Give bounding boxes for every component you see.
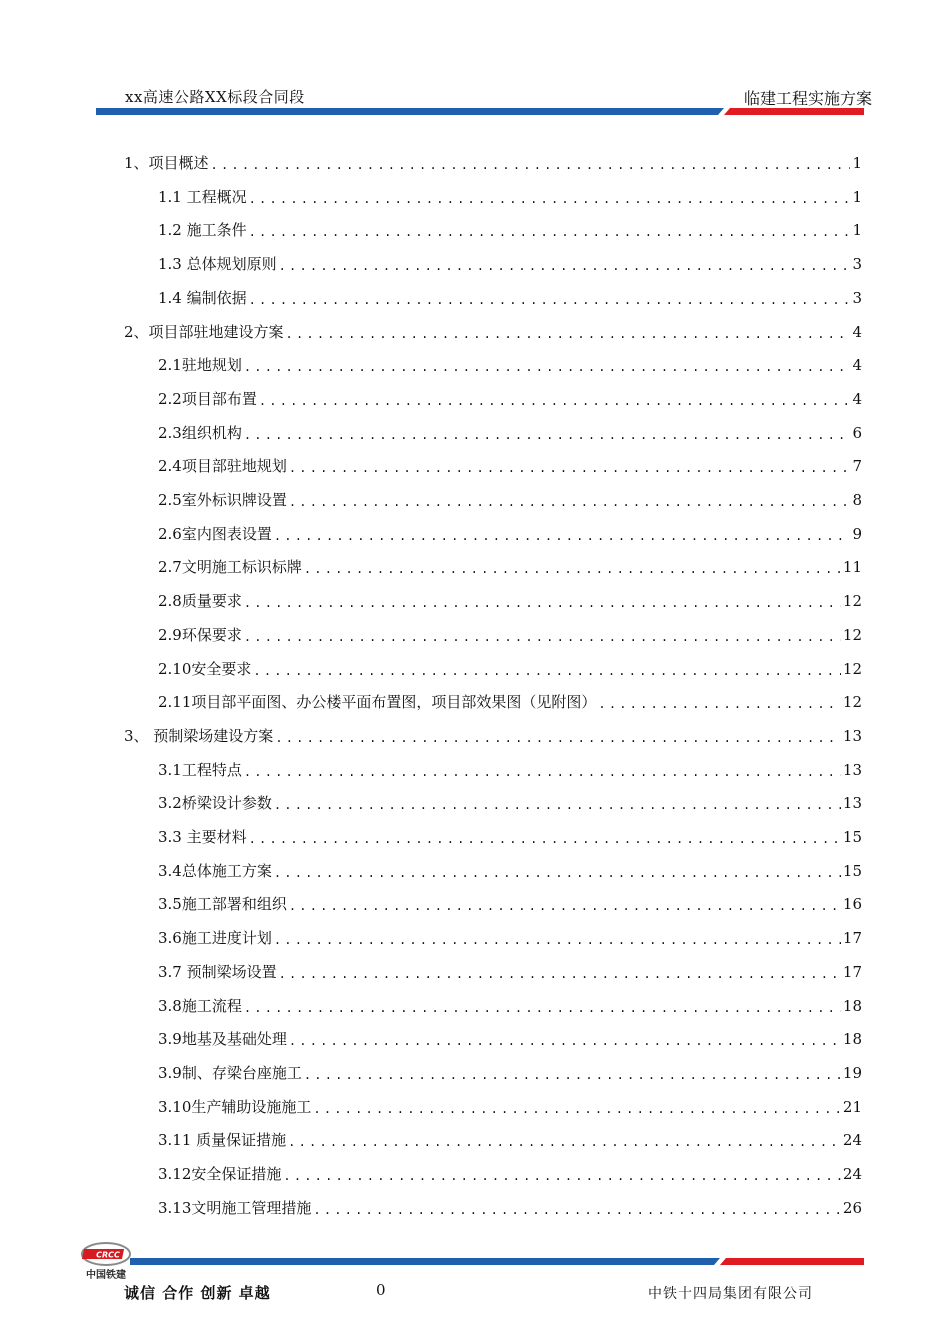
toc-entry-page: 1 xyxy=(852,154,862,172)
toc-leader-dots xyxy=(274,864,841,882)
toc-leader-dots xyxy=(249,190,851,208)
toc-entry-title: 2.4项目部驻地规划 xyxy=(158,457,287,476)
toc-leader-dots xyxy=(211,156,851,174)
footer-company-name: 中铁十四局集团有限公司 xyxy=(648,1286,813,1302)
toc-entry[interactable] xyxy=(158,489,862,511)
toc-entry[interactable] xyxy=(158,893,862,915)
toc-entry-title: 2.8质量要求 xyxy=(158,592,242,611)
toc-entry[interactable] xyxy=(158,860,862,882)
toc-leader-dots xyxy=(289,493,851,511)
toc-entry-page: 8 xyxy=(852,491,862,509)
toc-leader-dots xyxy=(249,830,841,848)
toc-entry-title: 3.9地基及基础处理 xyxy=(158,1030,287,1049)
toc-entry[interactable] xyxy=(124,321,862,343)
toc-leader-dots xyxy=(313,1201,841,1219)
toc-entry-page: 6 xyxy=(852,423,862,442)
toc-entry-page: 3 xyxy=(852,288,862,307)
toc-leader-dots xyxy=(253,662,841,680)
toc-leader-dots xyxy=(244,594,841,612)
toc-entry-title: 2.6室内图表设置 xyxy=(158,524,272,543)
toc-entry-page: 4 xyxy=(852,322,862,341)
toc-leader-dots xyxy=(286,325,851,343)
footer-slogan: 诚信 合作 创新 卓越 xyxy=(124,1284,271,1302)
toc-entry-title: 3、 预制梁场建设方案 xyxy=(124,726,274,745)
toc-entry-title: 2.5室外标识牌设置 xyxy=(158,491,287,509)
toc-entry-title: 2.1驻地规划 xyxy=(158,356,242,375)
toc-entry[interactable] xyxy=(158,523,862,545)
toc-leader-dots xyxy=(249,291,851,309)
toc-entry-title: 2.7文明施工标识标牌 xyxy=(158,558,302,577)
header-rule xyxy=(96,106,864,116)
toc-leader-dots xyxy=(244,358,851,376)
toc-entry-page: 13 xyxy=(842,726,862,745)
toc-leader-dots xyxy=(275,729,841,747)
toc-entry-title: 1.4 编制依据 xyxy=(158,288,247,307)
footer-page-number: 0 xyxy=(376,1281,386,1299)
toc-leader-dots xyxy=(244,999,841,1017)
toc-entry-title: 3.10生产辅助设施施工 xyxy=(158,1097,312,1116)
toc-entry[interactable] xyxy=(158,455,862,477)
toc-entry-page: 12 xyxy=(842,659,862,678)
toc-entry[interactable] xyxy=(158,624,862,646)
toc-leader-dots xyxy=(279,965,841,983)
toc-entry[interactable] xyxy=(158,792,862,814)
toc-entry-title: 1.2 施工条件 xyxy=(158,221,247,240)
toc-entry-page: 9 xyxy=(852,524,862,543)
toc-entry-title: 1.3 总体规划原则 xyxy=(158,255,277,274)
toc-entry[interactable] xyxy=(158,354,862,376)
toc-entry[interactable] xyxy=(158,1028,862,1050)
crcc-logo-icon xyxy=(78,1240,134,1284)
toc-entry[interactable] xyxy=(158,1062,862,1084)
toc-entry-title: 3.8施工流程 xyxy=(158,996,242,1015)
toc-entry-title: 1.1 工程概况 xyxy=(158,187,247,206)
toc-entry-title: 2.11项目部平面图、办公楼平面布置图，项目部效果图（见附图） xyxy=(158,693,597,712)
toc-entry-page: 21 xyxy=(842,1097,862,1116)
toc-leader-dots xyxy=(249,223,851,241)
toc-entry-page: 17 xyxy=(842,929,862,948)
toc-entry-title: 3.2桥梁设计参数 xyxy=(158,794,272,813)
toc-entry-title: 1、项目概述 xyxy=(124,154,209,172)
toc-entry-page: 24 xyxy=(842,1165,862,1183)
toc-entry-title: 3.1工程特点 xyxy=(158,760,242,779)
footer-rule xyxy=(130,1257,864,1267)
toc-entry[interactable] xyxy=(158,1197,862,1219)
toc-entry[interactable] xyxy=(158,1163,862,1185)
toc-leader-dots xyxy=(313,1100,841,1118)
toc-entry-title: 3.9制、存梁台座施工 xyxy=(158,1063,302,1082)
toc-entry-page: 24 xyxy=(842,1131,862,1150)
toc-entry[interactable] xyxy=(158,388,862,410)
toc-leader-dots xyxy=(289,459,851,477)
toc-entry-title: 3.5施工部署和组织 xyxy=(158,895,287,914)
toc-entry[interactable] xyxy=(124,725,862,747)
toc-entry[interactable] xyxy=(158,1096,862,1118)
toc-entry-page: 26 xyxy=(842,1198,862,1217)
toc-entry[interactable] xyxy=(158,826,862,848)
toc-leader-dots xyxy=(274,931,841,949)
logo-caption: 中国铁建 xyxy=(86,1270,126,1281)
toc-entry-page: 12 xyxy=(842,592,862,611)
toc-entry[interactable] xyxy=(158,287,862,309)
toc-entry[interactable] xyxy=(158,691,862,713)
toc-entry-page: 15 xyxy=(842,861,862,880)
toc-entry[interactable] xyxy=(158,995,862,1017)
toc-entry-title: 2.2项目部布置 xyxy=(158,389,257,408)
toc-entry[interactable] xyxy=(158,186,862,208)
toc-entry-title: 3.13文明施工管理措施 xyxy=(158,1198,312,1217)
toc-leader-dots xyxy=(289,1032,841,1050)
toc-entry-title: 2.10安全要求 xyxy=(158,659,252,678)
toc-entry-title: 3.3 主要材料 xyxy=(158,828,247,846)
toc-entry-title: 2.9环保要求 xyxy=(158,625,242,644)
toc-entry-page: 12 xyxy=(842,625,862,644)
toc-entry-page: 15 xyxy=(842,828,862,846)
toc-entry[interactable] xyxy=(158,927,862,949)
toc-entry-page: 4 xyxy=(852,356,862,375)
toc-entry-page: 13 xyxy=(842,794,862,813)
toc-entry-title: 3.7 预制梁场设置 xyxy=(158,962,277,981)
toc-leader-dots xyxy=(274,527,851,545)
toc-leader-dots xyxy=(244,763,841,781)
toc-entry[interactable] xyxy=(158,590,862,612)
toc-leader-dots xyxy=(259,392,851,410)
toc-entry[interactable] xyxy=(158,219,862,241)
toc-entry-page: 12 xyxy=(842,693,862,712)
toc-entry-page: 13 xyxy=(842,760,862,779)
toc-entry-title: 3.11 质量保证措施 xyxy=(158,1131,287,1150)
toc-entry-page: 16 xyxy=(842,895,862,914)
toc-entry[interactable] xyxy=(158,253,862,275)
toc-leader-dots xyxy=(289,897,841,915)
toc-entry-page: 1 xyxy=(852,187,862,206)
toc-leader-dots xyxy=(274,796,841,814)
toc-entry-title: 2、项目部驻地建设方案 xyxy=(124,322,284,341)
toc-entry-page: 7 xyxy=(852,457,862,476)
toc-leader-dots xyxy=(304,1066,841,1084)
toc-entry[interactable] xyxy=(124,152,862,174)
logo-text: CRCC xyxy=(96,1250,120,1260)
toc-entry-page: 3 xyxy=(852,255,862,274)
toc-entry[interactable] xyxy=(158,422,862,444)
toc-leader-dots xyxy=(304,560,841,578)
header-document-title: 临建工程实施方案 xyxy=(743,89,872,108)
toc-leader-dots xyxy=(244,426,851,444)
toc-entry-title: 2.3组织机构 xyxy=(158,423,242,442)
toc-entry-page: 19 xyxy=(842,1063,862,1082)
toc-leader-dots xyxy=(244,628,841,646)
toc-entry-title: 3.12安全保证措施 xyxy=(158,1165,282,1183)
header-project-name: xx高速公路XX标段合同段 xyxy=(125,88,305,106)
toc-entry-page: 4 xyxy=(852,389,862,408)
toc-entry[interactable] xyxy=(158,556,862,578)
toc-entry[interactable] xyxy=(158,1129,862,1151)
toc-entry[interactable] xyxy=(158,961,862,983)
toc-entry-page: 18 xyxy=(842,996,862,1015)
toc-entry-page: 1 xyxy=(852,221,862,240)
toc-entry[interactable] xyxy=(158,759,862,781)
toc-entry-page: 18 xyxy=(842,1030,862,1049)
toc-entry-title: 3.6施工进度计划 xyxy=(158,929,272,948)
toc-entry-title: 3.4总体施工方案 xyxy=(158,861,272,880)
toc-entry[interactable] xyxy=(158,658,862,680)
toc-leader-dots xyxy=(279,257,851,275)
toc-entry-page: 17 xyxy=(842,962,862,981)
toc-entry-page: 11 xyxy=(842,558,862,577)
toc-leader-dots xyxy=(288,1133,841,1151)
toc-leader-dots xyxy=(283,1167,841,1185)
toc-leader-dots xyxy=(598,695,841,713)
